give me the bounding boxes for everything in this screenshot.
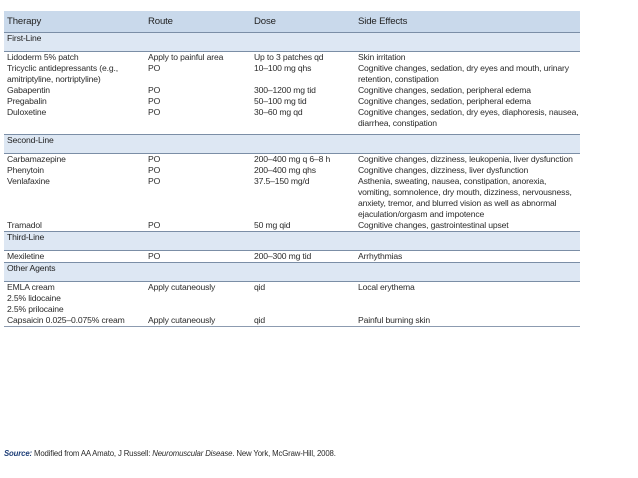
section-second-line — [4, 135, 580, 154]
side-effects-cell: Asthenia, sweating, nausea, constipation, anorexia, vomiting, somnolence, dry mouth, dizziness, nervousness, anxiety, tremor, and blurred vision as well as abnormal ejaculation/orgasm and impotence — [358, 176, 572, 219]
route-cell: PO — [148, 107, 161, 117]
therapy-table — [4, 11, 580, 327]
section-label: Second-Line — [4, 135, 580, 154]
source-text: Modified from AA Amato, J Russell: — [31, 449, 153, 458]
source-book-title: Neuromuscular Disease — [152, 449, 233, 458]
therapy-cell: Tramadol — [7, 220, 42, 230]
route-cell: PO — [148, 165, 161, 175]
header-route: Route — [145, 11, 251, 33]
side-effects-cell: Skin irritation — [358, 52, 406, 62]
route-cell: Apply cutaneously — [148, 282, 216, 292]
section-first-line — [4, 33, 580, 52]
therapy-cell: Capsaicin 0.025–0.075% cream — [4, 315, 145, 327]
dose-cell: qid — [251, 315, 355, 327]
therapy-cell: EMLA cream — [7, 282, 55, 292]
source-note — [4, 449, 336, 458]
side-effects-cell: Cognitive changes, dizziness, liver dysfunction — [358, 165, 529, 175]
ingredient-cell: 2.5% prilocaine — [7, 304, 64, 314]
table-row — [4, 96, 580, 107]
route-cell: Apply cutaneously — [145, 315, 251, 327]
dose-cell: 10–100 mg qhs — [254, 63, 312, 73]
header-dose: Dose — [251, 11, 355, 33]
route-cell: PO — [148, 63, 161, 73]
dose-cell: 30–60 mg qd — [254, 107, 303, 117]
table-row — [4, 220, 580, 232]
dose-cell: 300–1200 mg tid — [254, 85, 316, 95]
header-therapy: Therapy — [4, 11, 145, 33]
ingredient-cell: 2.5% lidocaine — [7, 293, 61, 303]
side-effects-cell: Cognitive changes, sedation, peripheral edema — [358, 96, 531, 106]
dose-cell: 200–400 mg q 6–8 h — [254, 154, 331, 164]
route-cell: PO — [148, 220, 161, 230]
dose-cell: 200–400 mg qhs — [254, 165, 316, 175]
dose-cell: Up to 3 patches qd — [254, 52, 324, 62]
therapy-cell: Phenytoin — [7, 165, 44, 175]
route-cell: PO — [148, 96, 161, 106]
table-row — [4, 251, 580, 263]
dose-cell: qid — [254, 282, 266, 292]
therapy-cell: Lidoderm 5% patch — [7, 52, 79, 62]
section-third-line — [4, 232, 580, 251]
side-effects-cell: Cognitive changes, dizziness, leukopenia, liver dysfunction — [358, 154, 573, 164]
table-row — [4, 176, 580, 220]
side-effects-cell: Cognitive changes, sedation, peripheral edema — [358, 85, 531, 95]
table-subrow — [4, 293, 580, 304]
side-effects-cell: Arrhythmias — [358, 251, 403, 261]
therapy-cell: Mexiletine — [7, 251, 45, 261]
therapy-cell: Duloxetine — [7, 107, 47, 117]
source-label: Source: — [4, 449, 32, 458]
therapy-cell: Venlafaxine — [7, 176, 50, 186]
side-effects-cell: Cognitive changes, sedation, dry eyes, diaphoresis, nausea, diarrhea, constipation — [358, 107, 579, 128]
header-row — [4, 11, 580, 33]
side-effects-cell: Local erythema — [358, 282, 415, 292]
dose-cell: 50–100 mg tid — [254, 96, 307, 106]
table-row — [4, 165, 580, 176]
section-label: First-Line — [4, 33, 580, 52]
table-row — [4, 63, 580, 85]
side-effects-cell: Cognitive changes, sedation, dry eyes and mouth, urinary retention, constipation — [358, 63, 569, 84]
table-row — [4, 107, 580, 129]
table-row — [4, 154, 580, 166]
side-effects-cell: Painful burning skin — [355, 315, 580, 327]
therapy-cell: Gabapentin — [7, 85, 50, 95]
table-row — [4, 52, 580, 64]
section-label: Other Agents — [4, 263, 580, 282]
route-cell: Apply to painful area — [148, 52, 224, 62]
route-cell: PO — [148, 251, 161, 261]
source-text-end: . New York, McGraw-Hill, 2008. — [232, 449, 336, 458]
table-row — [4, 85, 580, 96]
section-other-agents — [4, 263, 580, 282]
header-side-effects: Side Effects — [355, 11, 580, 33]
dose-cell: 50 mg qid — [254, 220, 291, 230]
therapy-cell: Tricyclic antidepressants (e.g., amitriptyline, nortriptyline) — [7, 63, 118, 84]
side-effects-cell: Cognitive changes, gastrointestinal upset — [358, 220, 509, 230]
section-label: Third-Line — [4, 232, 580, 251]
route-cell: PO — [148, 154, 161, 164]
dose-cell: 200–300 mg tid — [254, 251, 312, 261]
route-cell: PO — [148, 176, 161, 186]
therapy-cell: Pregabalin — [7, 96, 47, 106]
dose-cell: 37.5–150 mg/d — [254, 176, 310, 186]
therapy-cell: Carbamazepine — [7, 154, 66, 164]
table-subrow — [4, 304, 580, 315]
table-row — [4, 282, 580, 294]
table-row — [4, 315, 580, 327]
route-cell: PO — [148, 85, 161, 95]
